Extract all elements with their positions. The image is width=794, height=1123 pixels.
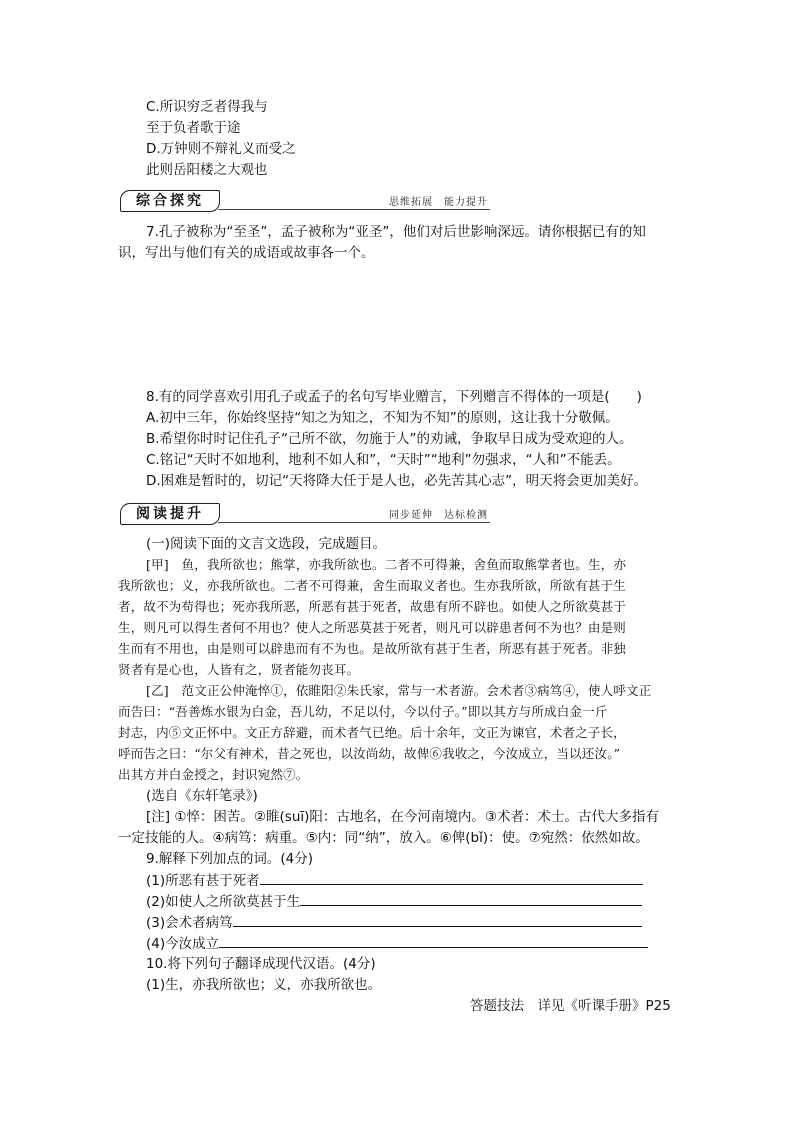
- passage-yi-line: 出其方并白金授之，封识宛然⑦。: [118, 767, 309, 782]
- passage-jia-line: 贤者有是心也，人皆有之，贤者能勿丧耳。: [118, 662, 360, 677]
- answer-blank[interactable]: [260, 870, 643, 885]
- option-c-line2: 至于负者歌于途: [146, 120, 241, 136]
- section-subtitle: 思维拓展 能力提升: [389, 197, 488, 208]
- question-9-item-1: [146, 870, 643, 891]
- notes-line1: [注] ①悴：困苦。②睢(suī)阳：古地名，在今河南境内。③术者：术士。古代大多指有: [146, 809, 660, 825]
- passage-yi-line: 而告曰：“吾善炼水银为白金，吾儿幼，不足以付，今以付子。”即以其方与所成白金一斤: [118, 704, 608, 719]
- question-9-item-4: [146, 933, 648, 954]
- section-title: 综合探究: [120, 190, 220, 212]
- question-7-line1: 7.孔子被称为“至圣”，孟子被称为“亚圣”，他们对后世影响深远。请你根据已有的知: [146, 224, 646, 240]
- section-banner-comprehensive: [120, 190, 490, 212]
- passage-yi-line: 呼而告之曰：“尔父有神术，昔之死也，以汝尚幼，故俾⑥我收之，今汝成立，当以还汝。”: [118, 746, 621, 761]
- option-d-line2: 此则岳阳楼之大观也: [146, 162, 268, 178]
- item-text: (3)会术者病笃: [146, 915, 233, 931]
- question-9-item-2: [146, 891, 642, 912]
- option-d-line1: D.万钟则不辩礼义而受之: [146, 141, 296, 157]
- section-subtitle: 同步延伸 达标检测: [389, 510, 488, 521]
- question-8-option-b: B.希望你时时记住孔子“己所不欲，勿施于人”的劝诫，争取早日成为受欢迎的人。: [146, 431, 633, 447]
- reading-intro: (一)阅读下面的文言文选段，完成题目。: [146, 536, 387, 552]
- banner-rule: [218, 209, 490, 210]
- notes-line2: 一定技能的人。④病笃：病重。⑤内：同“纳”，放入。⑥俾(bǐ)：使。⑦宛然：依然如故。: [118, 830, 649, 846]
- passage-jia-line: 我所欲也；义，亦我所欲也。二者不可得兼，舍生而取义者也。生亦我所欲，所欲有甚于生: [118, 578, 627, 593]
- passage-yi-line: 封志，内⑤文正怀中。文正方辞避，而术者气已绝。后十余年，文正为谏官，术者之子长，: [118, 725, 627, 740]
- item-text: (1)所恶有甚于死者: [146, 873, 260, 889]
- passage-source: (选自《东轩笔录》): [146, 788, 258, 804]
- question-8-option-d: D.困难是暂时的，切记“天将降大任于是人也，必先苦其心志”，明天将会更加美好。: [146, 473, 648, 489]
- passage-jia-line: 生而有不用也，由是则可以辟患而有不为也。是故所欲有甚于生者，所恶有甚于死者。非独: [118, 641, 627, 656]
- footer-tip: 答题技法 详见《听课手册》P25: [470, 998, 671, 1014]
- question-8-stem: 8.有的同学喜欢引用孔子或孟子的名句写毕业赠言，下列赠言不得体的一项是( ): [146, 389, 642, 405]
- question-7-line2: 识，写出与他们有关的成语或故事各一个。: [118, 245, 375, 261]
- section-banner-reading: [120, 503, 490, 525]
- answer-blank[interactable]: [300, 891, 642, 906]
- option-c-line1: C.所识穷乏者得我与: [146, 99, 268, 115]
- section-title: 阅读提升: [120, 503, 220, 525]
- question-9-stem: 9.解释下列加点的词。(4分): [146, 851, 314, 867]
- item-text: (2)如使人之所欲莫甚于生: [146, 894, 301, 910]
- banner-rule: [218, 522, 490, 523]
- question-9-item-3: [146, 912, 642, 933]
- item-text: (4)今汝成立: [146, 936, 220, 952]
- answer-blank[interactable]: [233, 912, 642, 927]
- question-10-item-1: (1)生，亦我所欲也；义，亦我所欲也。: [146, 977, 382, 993]
- passage-jia-line: 生，则凡可以得生者何不用也？使人之所恶莫甚于死者，则凡可以辟患者何不为也？由是则: [118, 620, 627, 635]
- question-8-option-c: C.铭记“天时不如地利，地利不如人和”，“天时”“地利”勿强求，“人和”不能丢。: [146, 452, 621, 468]
- passage-jia-line: [甲] 鱼，我所欲也；熊掌，亦我所欲也。二者不可得兼，舍鱼而取熊掌者也。生，亦: [146, 557, 627, 572]
- passage-yi-line: [乙] 范文正公仲淹悴①，依睢阳②朱氏家，常与一术者游。会术者③病笃④，使人呼文正: [146, 683, 652, 698]
- question-8-option-a: A.初中三年，你始终坚持“知之为知之，不知为不知”的原则，这让我十分敬佩。: [146, 410, 619, 426]
- answer-blank[interactable]: [219, 933, 648, 948]
- question-10-stem: 10.将下列句子翻译成现代汉语。(4分): [146, 956, 376, 972]
- passage-jia-line: 者，故不为苟得也；死亦我所恶，所恶有甚于死者，故患有所不辟也。如使人之所欲莫甚于: [118, 599, 627, 614]
